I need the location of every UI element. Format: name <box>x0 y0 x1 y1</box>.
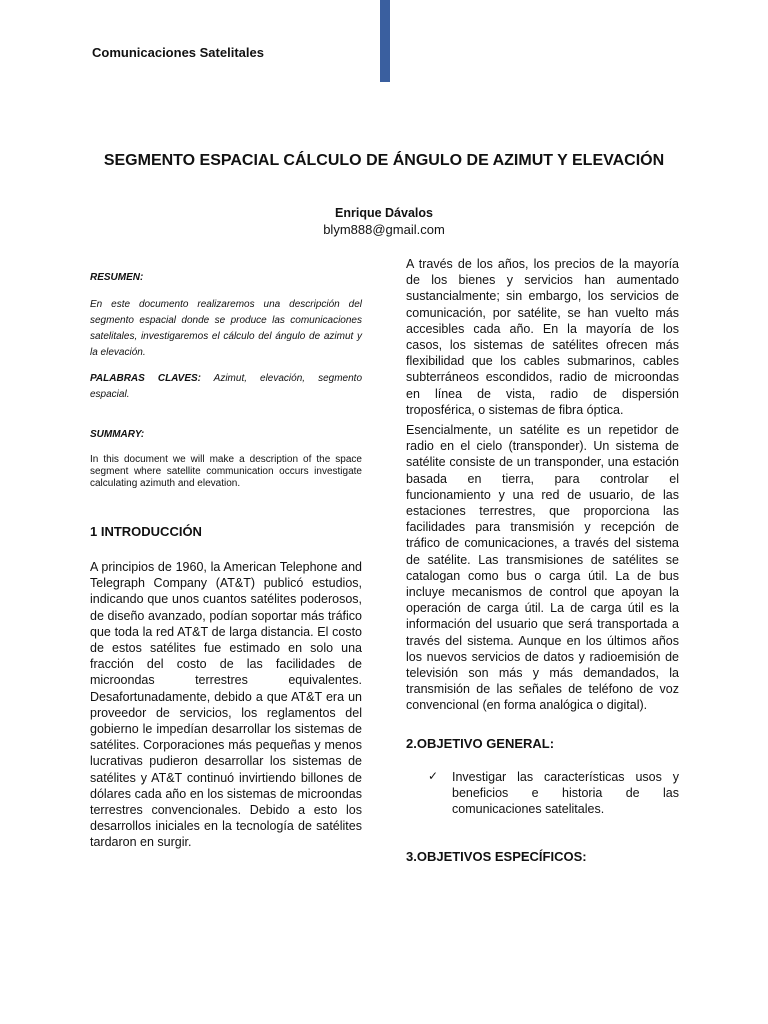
intro-paragraph: A principios de 1960, la American Telephone and Telegraph Company (AT&T) publicó estudios, indicando que unos cuantos satélites poderosos, de diseño avanzado, podían soportar más tráfico que toda la red AT&T de larga distancia. El costo de estos satélites fue estimado en solo una fracción del costo de las facilidades de microondas terrestres equivalentes. Desafortunadamente, debido a que AT&T era un proveedor de servicios, los reglamentos del gobierno le impedían desarrollar los sistemas de satélites. Corporaciones más pequeñas y menos lucrativas pudieron desarrollar los sistemas de satélites y AT&T continuó invirtiendo billones de dólares cada año en los sistemas de microondas terrestres convencionales. Debido a esto los desarrollos iniciales en la tecnología de satélites tardaron en surgir. <box>90 560 362 850</box>
author-email: blym888@gmail.com <box>323 222 445 237</box>
right-paragraph-1: A través de los años, los precios de la mayoría de los bienes y servicios han aumentado sustancialmente; sin embargo, los servicios de comunicación, por satélite, se han vuelto más accesibles cada año. En la mayoría de los casos, los sistemas de satélites ofrecen más flexibilidad que los cables submarinos, cables subterráneos escondidos, radio de microondas en línea de vista, radio de dispersión troposférica, o sistemas de fibra óptica. <box>406 257 679 417</box>
objective-bullet <box>406 769 679 818</box>
left-column <box>90 272 362 851</box>
document-title: SEGMENTO ESPACIAL CÁLCULO DE ÁNGULO DE AZIMUT Y ELEVACIÓN <box>103 152 665 169</box>
keywords-label: PALABRAS CLAVES: <box>90 373 201 384</box>
header-accent-bar <box>380 0 390 82</box>
summary-label: SUMMARY: <box>90 429 145 440</box>
keywords <box>90 371 362 403</box>
running-title: Comunicaciones Satelitales <box>92 45 264 60</box>
right-paragraph-2: Esencialmente, un satélite es un repetidor de radio en el cielo (transponder). Un sistema de satélite consiste de un transponder, una estación basada en tierra, para controlar el funcionamiento y una red de usuario, de las estaciones terrestres, que proporciona las facilidades para transmisión y recepción de tráfico de comunicaciones, a través del sistema de satélite. Las transmisiones de satélites se catalogan como bus o carga útil. La de bus incluye mecanismos de control que apoyan la operación de carga útil. La de carga útil es la información del usuario que será transportada a través del sistema. Aunque en los últimos años los nuevos servicios de datos y radioemisión de televisión son más y más demandados, la transmisión de las señales de teléfono de voz convencional (en forma analógica o digital). <box>406 423 679 713</box>
keywords-text: Azimut, elevación, segmento espacial. <box>90 373 362 400</box>
checkmark-icon: ✓ <box>428 768 439 783</box>
right-column <box>406 256 679 864</box>
abstract-text: En este documento realizaremos una descripción del segmento espacial donde se produce las comunicaciones satelitales, investigaremos el cálculo del ángulo de azimut y la elevación. <box>90 299 362 358</box>
abstract-label: RESUMEN: <box>90 272 144 283</box>
summary-text: In this document we will make a description of the space segment where satellite communication occurs investigate calculating azimuth and elevation. <box>90 454 362 489</box>
section-heading-introduccion: 1 INTRODUCCIÓN <box>90 524 202 539</box>
section-heading-objetivos-especificos: 3.OBJETIVOS ESPECÍFICOS: <box>406 849 587 865</box>
objective-bullet-text: Investigar las características usos y beneficios e historia de las comunicaciones satelitales. <box>452 769 679 817</box>
author-name: Enrique Dávalos <box>335 206 433 220</box>
section-heading-objetivo-general: 2.OBJETIVO GENERAL: <box>406 735 555 751</box>
